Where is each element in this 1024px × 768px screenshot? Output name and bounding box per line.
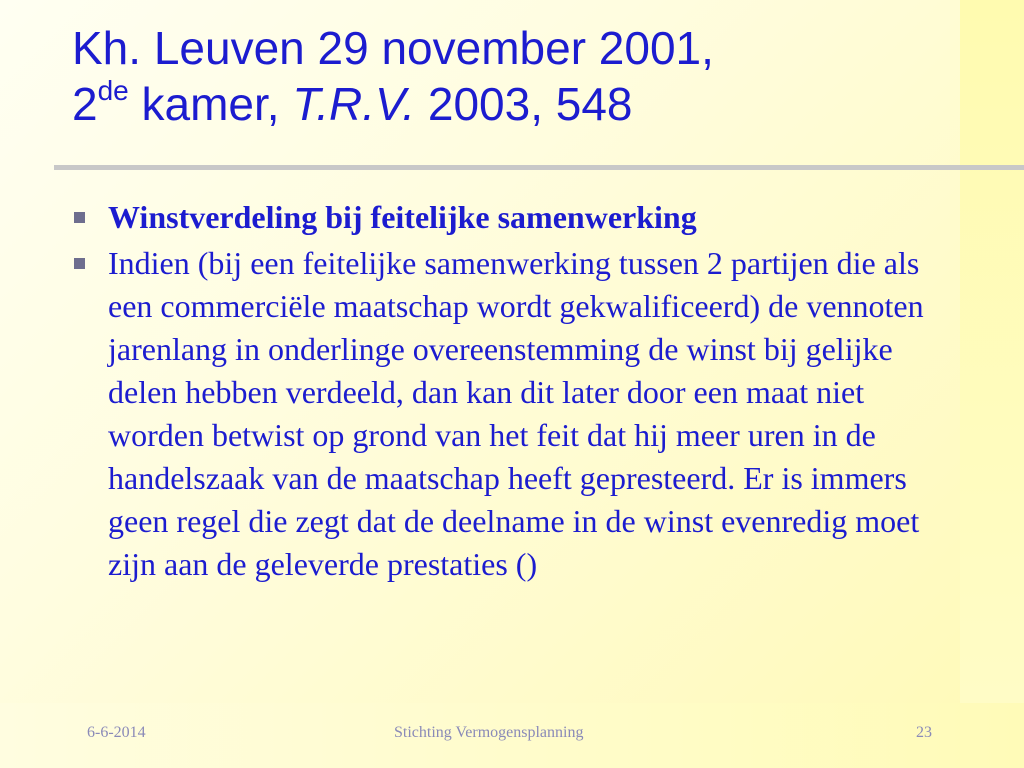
footer-date: 6-6-2014	[87, 724, 146, 741]
bullet-text: Winstverdeling bij feitelijke samenwerking	[108, 199, 697, 235]
slide-title	[72, 20, 942, 132]
title-journal: T.R.V.	[292, 78, 416, 130]
title-kamer: kamer,	[128, 78, 293, 130]
square-bullet-icon	[74, 258, 85, 269]
bullet-item	[72, 242, 942, 586]
footer-page-number: 23	[916, 724, 932, 741]
title-line-1: Kh. Leuven 29 november 2001,	[72, 22, 714, 74]
bullet-text: Indien (bij een feitelijke samenwerking tussen 2 partijen die als een commerciële maatschap wordt gekwalificeerd) de vennoten jarenlang in onderlinge overeenstemming de winst bij gelijke delen hebben verdeeld, dan kan dit later door een maat niet worden betwist op grond van het feit dat hij meer uren in de handelszaak van de maatschap heeft gepresteerd. Er is immers geen regel die zegt dat de deelname in de winst evenredig moet zijn aan de geleverde prestaties ()	[108, 245, 940, 582]
title-divider	[54, 165, 1024, 170]
title-number: 2	[72, 78, 98, 130]
title-superscript: de	[97, 75, 129, 106]
footer-organization: Stichting Vermogensplanning	[394, 724, 584, 741]
right-accent-strip	[960, 0, 1024, 768]
bullet-item	[72, 196, 942, 239]
title-citation: 2003, 548	[415, 78, 633, 130]
bullet-list	[72, 196, 942, 589]
square-bullet-icon	[74, 212, 85, 223]
